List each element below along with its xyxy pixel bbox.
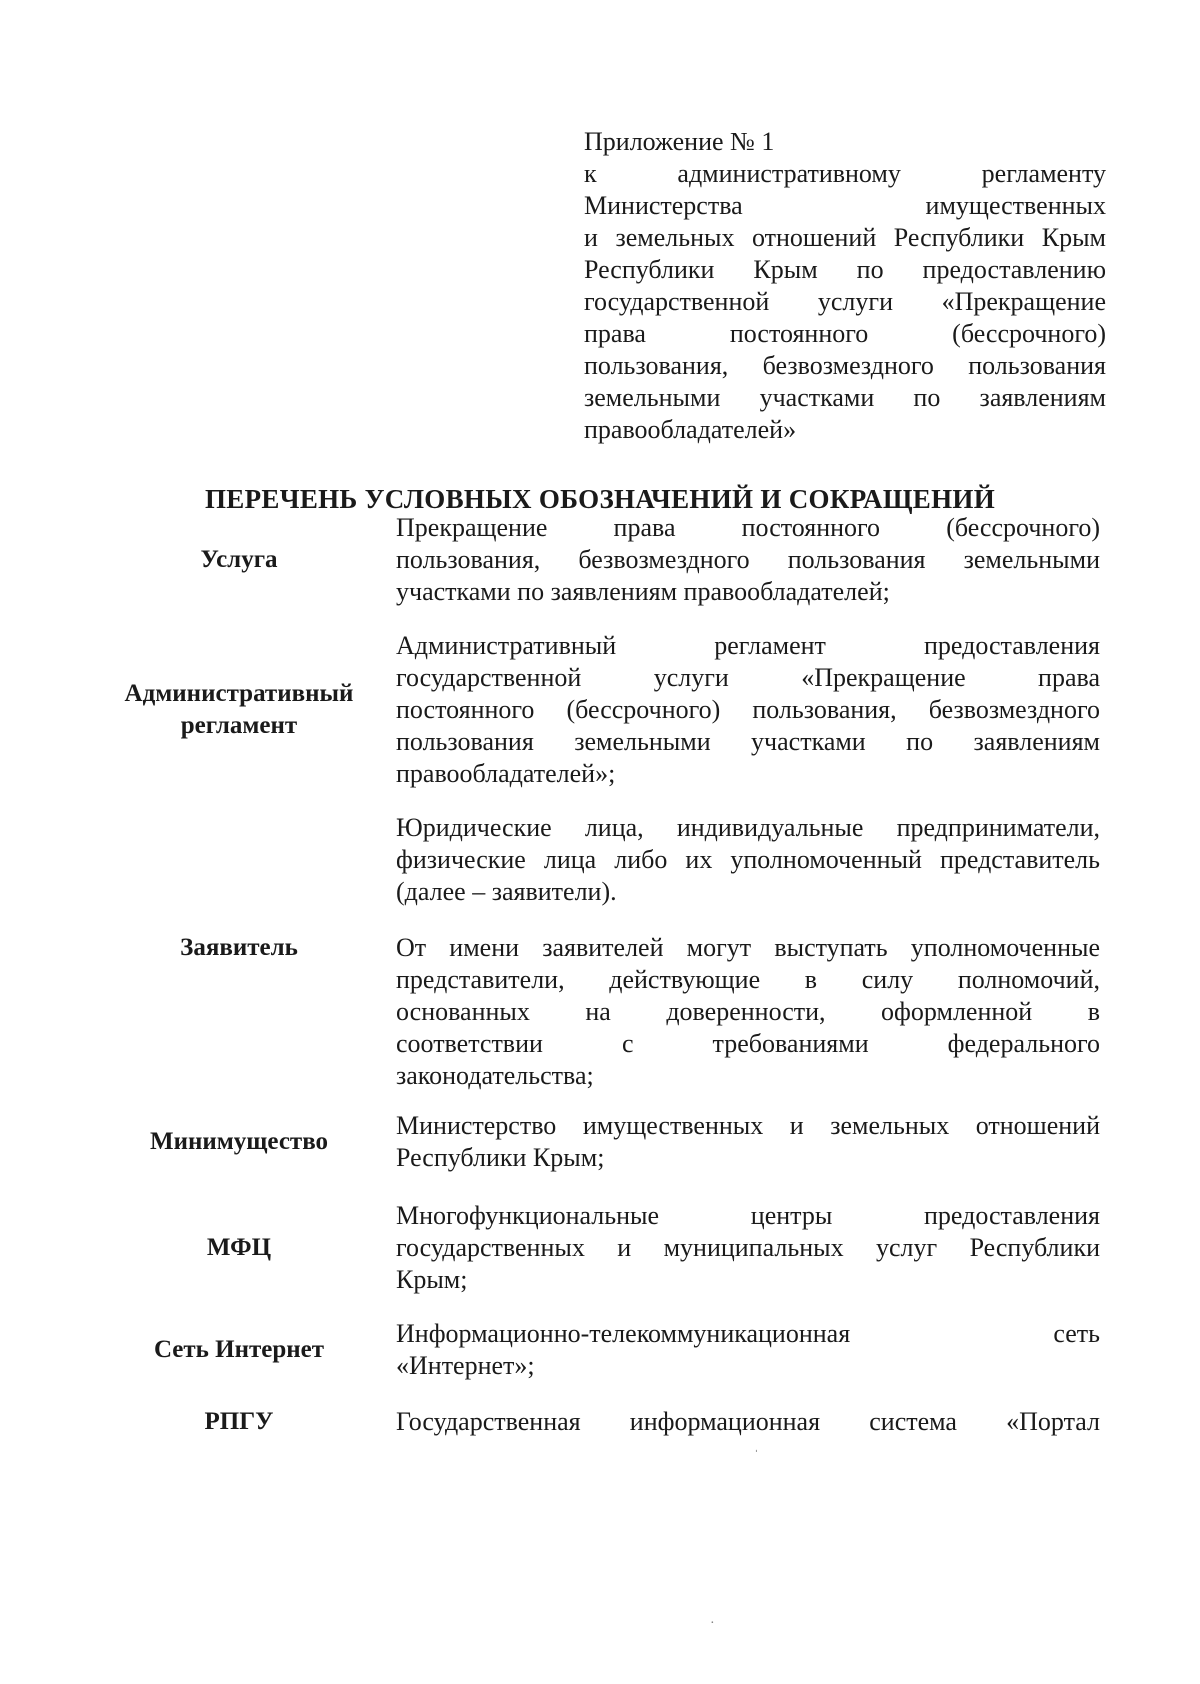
definition-line: Многофункциональные центры предоставления: [396, 1201, 1100, 1230]
glossary-definition: [396, 630, 1100, 790]
definition-line: Информационно-телекоммуникационная сеть: [396, 1319, 1100, 1348]
glossary-definition: [396, 812, 1100, 908]
glossary-definition: [396, 1110, 1100, 1174]
definition-line: участками по заявлениям правообладателей;: [396, 577, 890, 606]
appendix-line: пользования, безвозмездного пользования: [584, 351, 1106, 380]
appendix-line: государственной услуги «Прекращение: [584, 287, 1106, 316]
glossary-entry: [100, 630, 1100, 790]
glossary-entry: [100, 1200, 1100, 1296]
definition-line: правообладателей»;: [396, 759, 616, 788]
glossary-entry: [100, 932, 1100, 1092]
definition-line: Юридические лица, индивидуальные предприниматели,: [396, 813, 1100, 842]
glossary-definition: [396, 932, 1100, 1092]
definition-line: (далее – заявители).: [396, 877, 617, 906]
glossary-term: Минимущество: [149, 1128, 329, 1155]
appendix-line: правообладателей»: [584, 415, 797, 444]
glossary-entry: [100, 1318, 1100, 1382]
glossary-term: Услуга: [200, 546, 278, 573]
definition-line: соответствии с требованиями федерального: [396, 1029, 1100, 1058]
page-title: ПЕРЕЧЕНЬ УСЛОВНЫХ ОБОЗНАЧЕНИЙ И СОКРАЩЕНИЙ: [205, 484, 995, 514]
definition-line: Административный регламент предоставления: [396, 631, 1100, 660]
definition-line: Крым;: [396, 1265, 468, 1294]
definition-line: пользования, безвозмездного пользования земельными: [396, 545, 1100, 574]
definition-line: Республики Крым;: [396, 1143, 605, 1172]
glossary-definition: [396, 512, 1100, 608]
definition-line: государственной услуги «Прекращение права: [396, 663, 1100, 692]
definition-line: От имени заявителей могут выступать уполномоченные: [396, 933, 1100, 962]
definition-line: Прекращение права постоянного (бессрочного): [396, 513, 1100, 542]
appendix-header: [584, 126, 1106, 446]
appendix-line: и земельных отношений Республики Крым: [584, 223, 1106, 252]
definition-line: Министерство имущественных и земельных отношений: [396, 1111, 1100, 1140]
definition-line: постоянного (бессрочного) пользования, безвозмездного: [396, 695, 1100, 724]
definition-line: представители, действующие в силу полномочий,: [396, 965, 1100, 994]
glossary-entry: [100, 1110, 1100, 1174]
definition-line: «Интернет»;: [396, 1351, 535, 1380]
appendix-line: к административному регламенту: [584, 159, 1106, 188]
scan-speck: ˌ: [754, 1438, 759, 1453]
glossary-definition: [396, 1406, 1100, 1438]
glossary-entry: [100, 812, 1100, 908]
glossary-entry: [100, 512, 1100, 608]
glossary-term: РПГУ: [204, 1408, 274, 1435]
definition-line: пользования земельными участками по заявлениям: [396, 727, 1100, 756]
appendix-title: Приложение № 1: [584, 127, 775, 156]
glossary-entry: [100, 1406, 1100, 1438]
definition-line: государственных и муниципальных услуг Республики: [396, 1233, 1100, 1262]
glossary-definition: [396, 1318, 1100, 1382]
definition-line: физические лица либо их уполномоченный представитель: [396, 845, 1100, 874]
glossary-term: Административный регламент: [124, 680, 354, 739]
glossary-term: МФЦ: [206, 1234, 272, 1261]
definition-line: Государственная информационная система «Портал: [396, 1407, 1100, 1436]
glossary-term: Заявитель: [180, 934, 298, 961]
glossary-term: Сеть Интернет: [153, 1336, 325, 1363]
glossary-definition: [396, 1200, 1100, 1296]
definition-line: основанных на доверенности, оформленной в: [396, 997, 1100, 1026]
appendix-line: Республики Крым по предоставлению: [584, 255, 1106, 284]
appendix-line: права постоянного (бессрочного): [584, 319, 1106, 348]
appendix-line: земельными участками по заявлениям: [584, 383, 1106, 412]
definition-line: законодательства;: [396, 1061, 594, 1090]
appendix-line: Министерства имущественных: [584, 191, 1106, 220]
scan-speck: ·: [710, 1616, 715, 1631]
